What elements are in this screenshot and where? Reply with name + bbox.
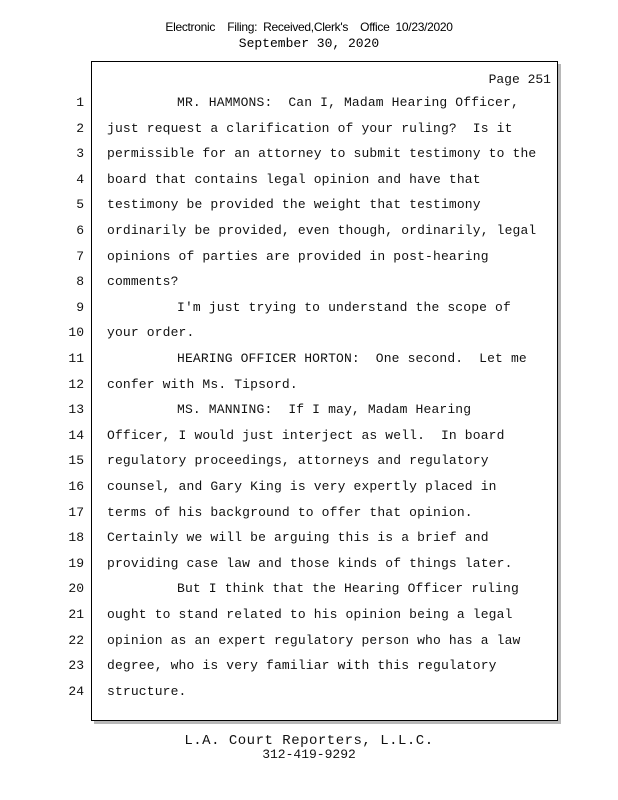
transcript-line: providing case law and those kinds of things later. (107, 556, 513, 571)
transcript-line: comments? (107, 274, 179, 289)
line-number: 13 (68, 402, 84, 417)
transcript-line: terms of his background to offer that opinion. (107, 505, 473, 520)
line-number: 8 (76, 274, 84, 289)
line-number: 24 (68, 684, 84, 699)
line-number: 15 (68, 453, 84, 468)
line-number: 7 (76, 249, 84, 264)
transcript-line: Officer, I would just interject as well. In board (107, 428, 505, 443)
line-number: 14 (68, 428, 84, 443)
line-number: 5 (76, 197, 84, 212)
line-number: 23 (68, 658, 84, 673)
line-number: 19 (68, 556, 84, 571)
transcript-line: board that contains legal opinion and have that (107, 172, 481, 187)
transcript-line: your order. (107, 325, 195, 340)
page-number: Page 251 (488, 72, 551, 87)
transcript-line: opinion as an expert regulatory person who has a law (107, 633, 521, 648)
transcript-line: structure. (107, 684, 187, 699)
line-number: 6 (76, 223, 84, 238)
transcript-line: just request a clarification of your ruling? Is it (107, 121, 513, 136)
transcript-line: testimony be provided the weight that testimony (107, 197, 481, 212)
line-number: 12 (68, 377, 84, 392)
hearing-date: September 30, 2020 (238, 36, 380, 51)
transcript-line: permissible for an attorney to submit testimony to the (107, 146, 537, 161)
line-number: 10 (68, 325, 84, 340)
transcript-line: confer with Ms. Tipsord. (107, 377, 298, 392)
transcript-line: regulatory proceedings, attorneys and regulatory (107, 453, 489, 468)
transcript-line: Certainly we will be arguing this is a brief and (107, 530, 489, 545)
line-number: 3 (76, 146, 84, 161)
line-number: 9 (76, 300, 84, 315)
transcript-line: MR. HAMMONS: Can I, Madam Hearing Officer, (177, 95, 519, 110)
filing-stamp: Electronic Filing: Received,Clerk's Office 10/23/2020 (165, 20, 453, 34)
transcript-line: ordinarily be provided, even though, ordinarily, legal (107, 223, 537, 238)
transcript-line: HEARING OFFICER HORTON: One second. Let me (177, 351, 527, 366)
reporter-phone: 312-419-9292 (262, 747, 356, 762)
line-number: 1 (76, 95, 84, 110)
transcript-line: But I think that the Hearing Officer ruling (177, 581, 519, 596)
line-number: 20 (68, 581, 84, 596)
transcript-line: ought to stand related to his opinion being a legal (107, 607, 513, 622)
line-number: 11 (68, 351, 84, 366)
transcript-line: MS. MANNING: If I may, Madam Hearing (177, 402, 472, 417)
transcript-line: opinions of parties are provided in post-hearing (107, 249, 489, 264)
reporter-company: L.A. Court Reporters, L.L.C. (184, 733, 434, 749)
line-number: 21 (68, 607, 84, 622)
line-number: 4 (76, 172, 84, 187)
line-number: 2 (76, 121, 84, 136)
transcript-line: counsel, and Gary King is very expertly placed in (107, 479, 497, 494)
line-number: 17 (68, 505, 84, 520)
transcript-line: I'm just trying to understand the scope of (177, 300, 511, 315)
transcript-line: degree, who is very familiar with this regulatory (107, 658, 497, 673)
line-number: 22 (68, 633, 84, 648)
line-number: 18 (68, 530, 84, 545)
line-number: 16 (68, 479, 84, 494)
